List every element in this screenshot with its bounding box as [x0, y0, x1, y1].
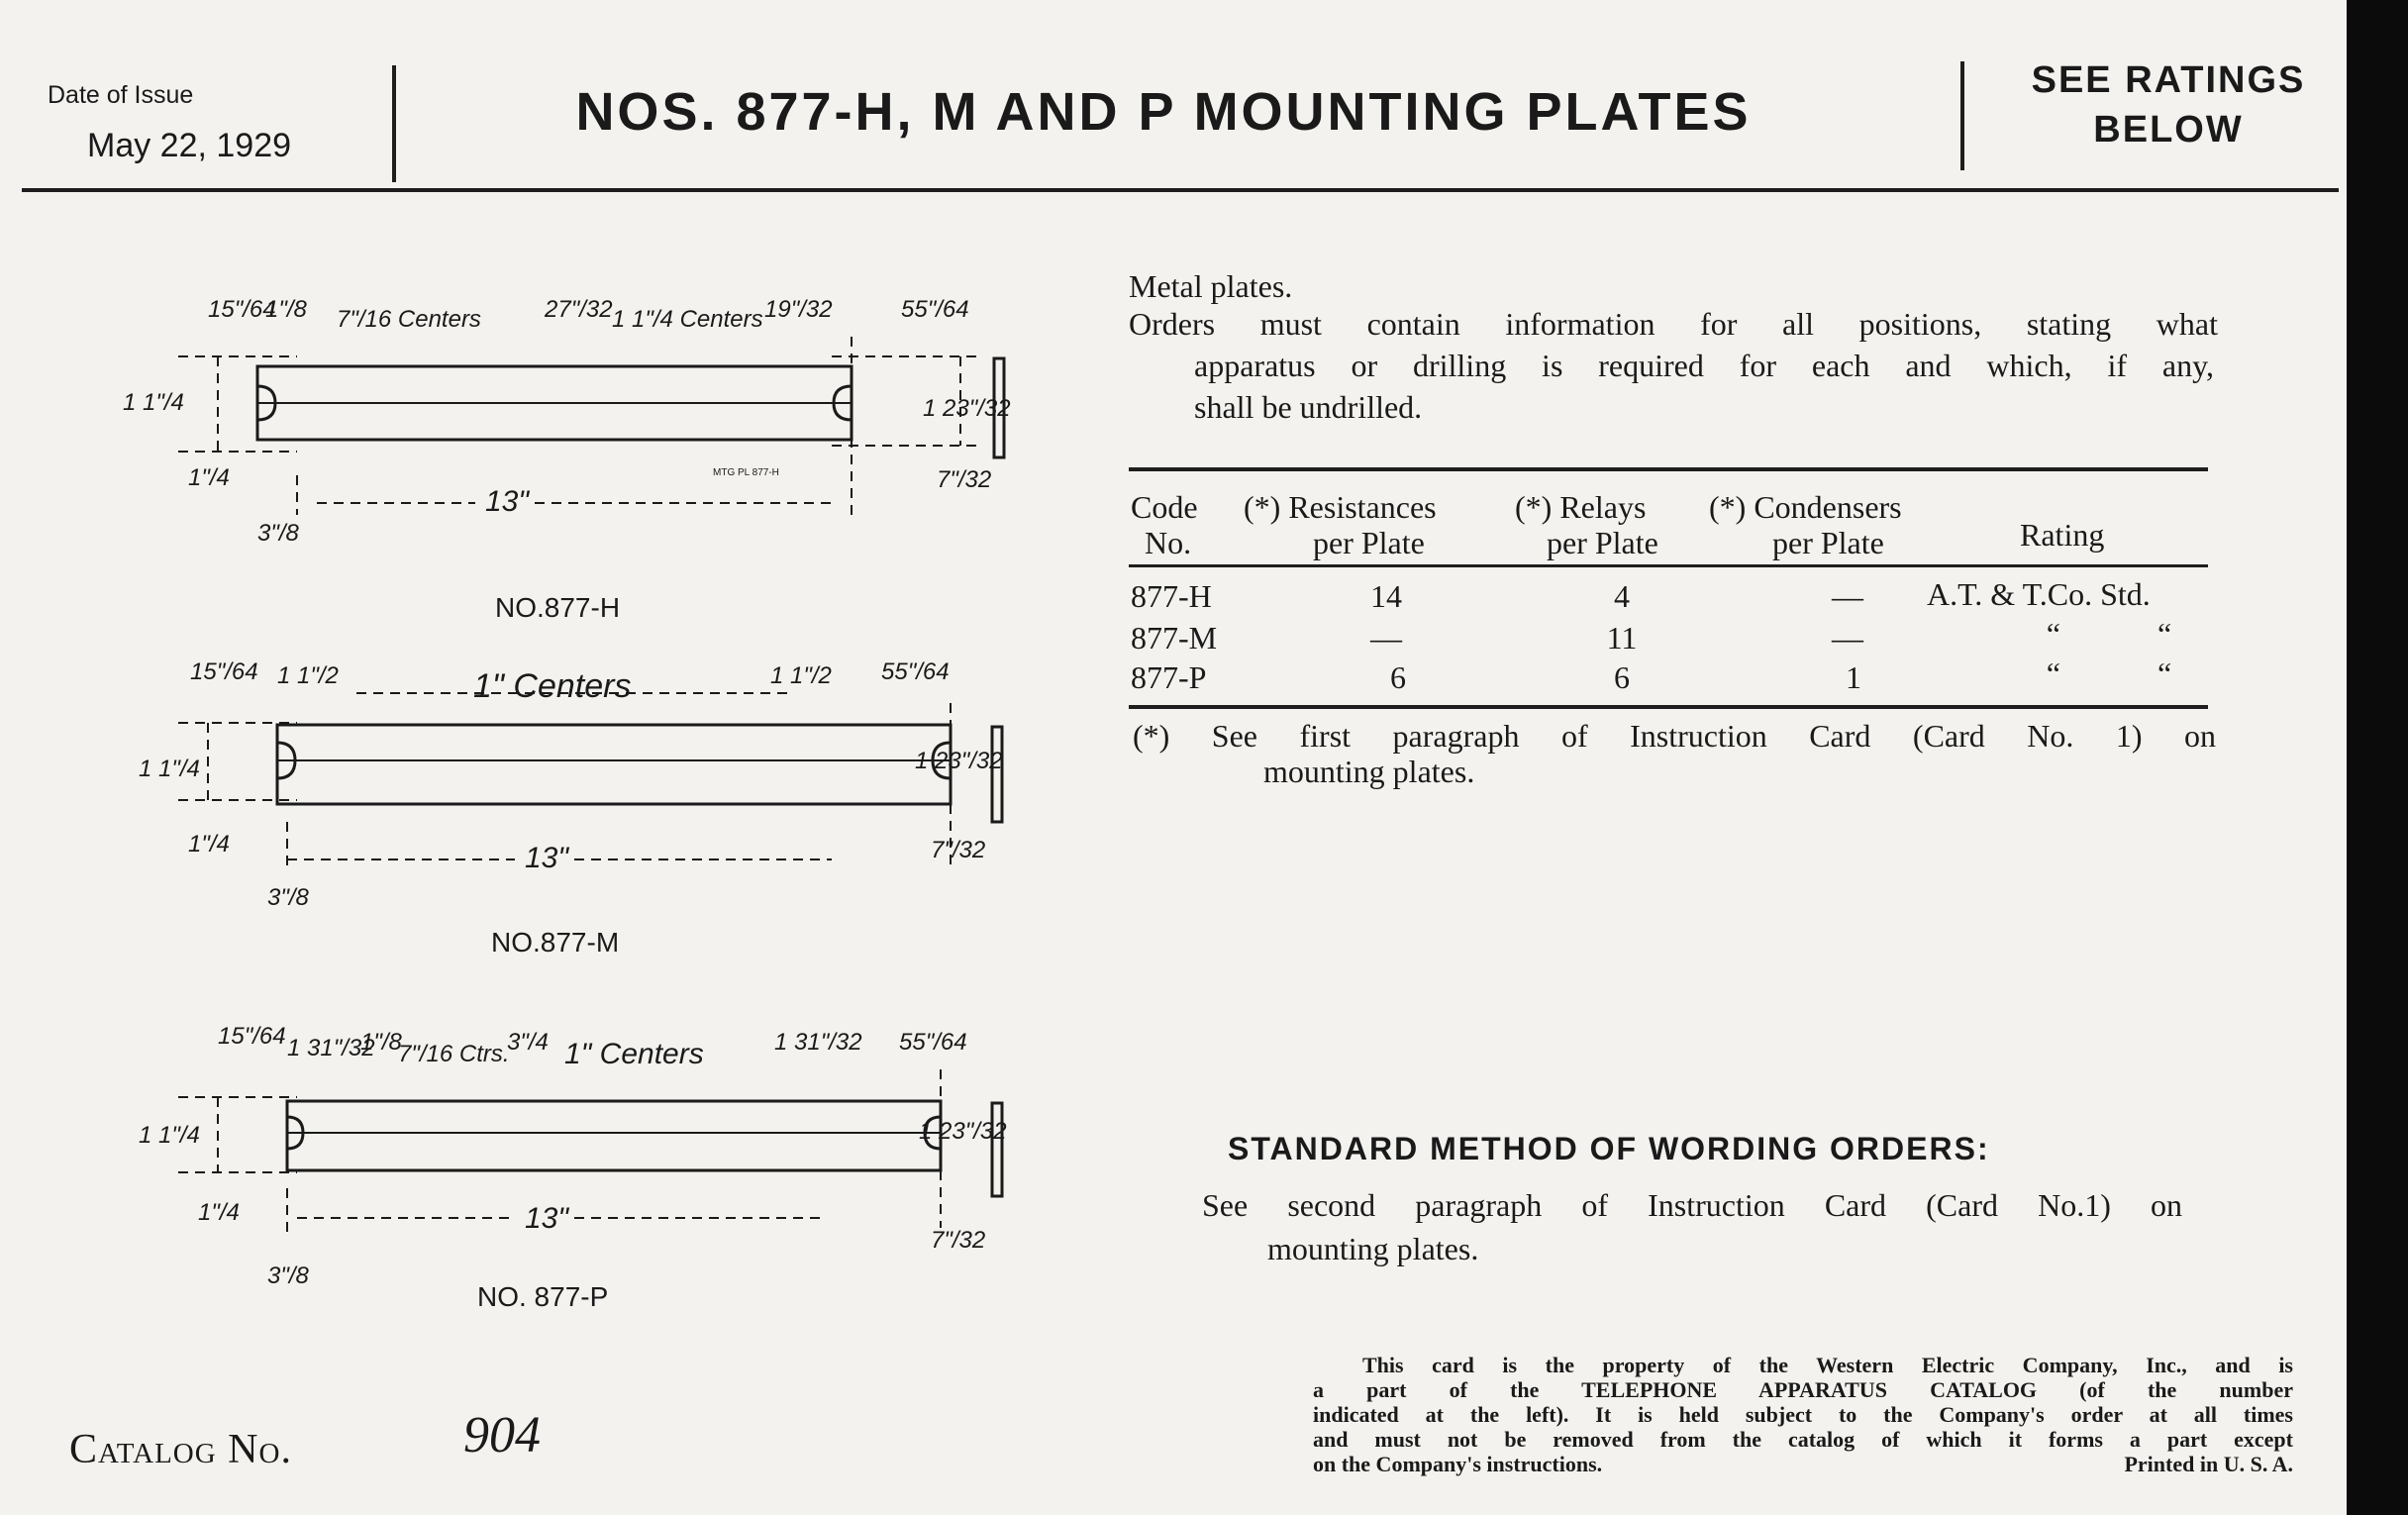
notice-line1: This card is the property of the Western Electric Company, Inc., and is — [1362, 1353, 2293, 1377]
plate-drawing-877-p — [119, 1010, 1030, 1297]
notice-line3: indicated at the left). It is held subject to the Company's order at all times — [1313, 1402, 2293, 1427]
dim-label: 1"/4 — [188, 464, 230, 491]
dim-label: 1"/8 — [360, 1029, 402, 1056]
notice-line2: a part of the TELEPHONE APPARATUS CATALOG (of the number — [1313, 1377, 2293, 1402]
date-of-issue-value: May 22, 1929 — [87, 127, 292, 164]
plate-edge-view — [992, 727, 1002, 822]
dim-label: 3"/8 — [257, 520, 299, 545]
table-footnote-line2: mounting plates. — [1263, 754, 1475, 789]
dim-label: 1"/8 — [265, 296, 307, 323]
header-divider-left — [392, 65, 396, 182]
dim-label: 7"/32 — [937, 466, 992, 493]
row-resistances: 6 — [1390, 659, 1406, 695]
dim-label: 1 23"/32 — [923, 395, 1011, 422]
dim-label: 19"/32 — [764, 296, 833, 323]
col-rel-head-2: per Plate — [1547, 525, 1658, 560]
dim-label: 3"/8 — [267, 884, 309, 911]
row-rating: A.T. & T.Co. Std. — [1927, 576, 2151, 612]
ordering-line2: mounting plates. — [1267, 1231, 1479, 1266]
dim-label: 7"/32 — [931, 837, 986, 863]
drawing-caption-877-h: NO.877-H — [495, 592, 621, 623]
catalog-number: 904 — [463, 1407, 541, 1464]
dim-label: 13" — [525, 842, 569, 874]
row-code: 877-P — [1131, 659, 1207, 695]
dim-label: 7"/16 Ctrs. — [398, 1041, 510, 1067]
header-rule — [22, 188, 2339, 192]
ratings-note-line2: BELOW — [2093, 109, 2244, 151]
ratings-note — [1980, 55, 2347, 154]
dim-label: 1" Centers — [473, 667, 632, 705]
drawing-caption-877-m: NO.877-M — [491, 927, 620, 958]
catalog-label: Catalog No. — [69, 1427, 292, 1472]
printed-in: Printed in U. S. A. — [2124, 1452, 2293, 1476]
col-code-head-1: Code — [1131, 489, 1198, 525]
plate-stamp: MTG PL 877-H — [713, 467, 779, 478]
dim-label: 15"/64 — [190, 658, 258, 685]
dim-label: 1 1"/4 — [123, 389, 184, 416]
dim-label: 13" — [525, 1202, 569, 1235]
row-relays: 4 — [1614, 578, 1630, 614]
notice-line5: on the Company's instructions. — [1313, 1452, 1603, 1476]
ordering-line1: See second paragraph of Instruction Card (Card No.1) on — [1202, 1187, 2182, 1223]
dim-label: 7"/32 — [931, 1227, 986, 1254]
table-top-rule — [1129, 467, 2208, 471]
description-line2: Orders must contain information for all positions, stating what — [1129, 306, 2218, 342]
row-rating: “ “ — [2046, 656, 2172, 691]
notice-line4: and must not be removed from the catalog of which it forms a part except — [1313, 1427, 2293, 1452]
row-relays: 6 — [1614, 659, 1630, 695]
dim-label: 1"/4 — [188, 831, 230, 858]
dim-label: 13" — [485, 485, 530, 518]
dim-label: 3"/8 — [267, 1262, 309, 1289]
date-of-issue-label: Date of Issue — [48, 81, 194, 109]
plate-drawing-877-m — [119, 644, 1030, 921]
row-resistances: — — [1370, 620, 1402, 656]
dim-label: 1 23"/32 — [919, 1118, 1007, 1145]
dim-label: 1" Centers — [564, 1038, 704, 1070]
dim-label: 1 1"/2 — [770, 662, 832, 689]
row-resistances: 14 — [1370, 578, 1402, 614]
col-con-head-1: (*) Condensers — [1709, 489, 1902, 525]
dim-label: 55"/64 — [881, 658, 950, 685]
col-con-head-2: per Plate — [1772, 525, 1884, 560]
dim-label: 15"/64 — [208, 296, 276, 323]
table-footnote-line1: (*) See first paragraph of Instruction Card (Card No. 1) on — [1133, 718, 2216, 754]
row-rating: “ “ — [2046, 616, 2172, 652]
dim-label: 15"/64 — [218, 1023, 286, 1050]
row-code: 877-M — [1131, 620, 1218, 656]
dim-label: 1 1"/4 — [139, 756, 200, 782]
row-code: 877-H — [1131, 578, 1212, 614]
dim-label: 55"/64 — [901, 296, 969, 323]
table-header-rule — [1129, 564, 2208, 567]
dim-label: 1 1"/2 — [277, 662, 339, 689]
row-condensers: — — [1832, 578, 1863, 614]
dim-label: 1 1"/4 — [139, 1122, 200, 1149]
dim-label: 1"/4 — [198, 1199, 240, 1226]
plate-outline — [287, 1101, 941, 1170]
dim-label: 1 31"/32 — [287, 1035, 375, 1061]
dim-label: 1 1"/4 Centers — [612, 306, 763, 333]
dim-label: 1 23"/32 — [915, 748, 1003, 774]
plate-drawing-877-h — [119, 277, 1030, 545]
row-relays: 11 — [1606, 620, 1638, 656]
property-notice — [1313, 1353, 2293, 1476]
dim-label: 3"/4 — [507, 1029, 549, 1056]
col-rating-head: Rating — [2020, 517, 2105, 553]
page-title: NOS. 877-H, M AND P MOUNTING PLATES — [575, 82, 1752, 142]
dim-label: 27"/32 — [545, 296, 613, 323]
description-line3: apparatus or drilling is required for each and which, if any, — [1194, 348, 2214, 383]
plate-outline — [277, 725, 951, 804]
ratings-note-line1: SEE RATINGS — [2031, 59, 2306, 101]
description-line4: shall be undrilled. — [1194, 389, 1423, 425]
col-res-head-1: (*) Resistances — [1244, 489, 1437, 525]
ordering-heading: STANDARD METHOD OF WORDING ORDERS: — [1228, 1131, 1990, 1166]
description-line1: Metal plates. — [1129, 268, 1293, 304]
dim-label: 55"/64 — [899, 1029, 967, 1056]
drawing-caption-877-p: NO. 877-P — [477, 1281, 609, 1312]
row-condensers: — — [1832, 620, 1863, 656]
dim-label: 7"/16 Centers — [337, 306, 481, 333]
col-code-head-2: No. — [1145, 525, 1192, 560]
dim-label: 1 31"/32 — [774, 1029, 862, 1056]
row-condensers: 1 — [1846, 659, 1861, 695]
col-res-head-2: per Plate — [1313, 525, 1425, 560]
header-divider-right — [1960, 61, 1964, 170]
table-bottom-rule — [1129, 705, 2208, 709]
col-rel-head-1: (*) Relays — [1515, 489, 1647, 525]
